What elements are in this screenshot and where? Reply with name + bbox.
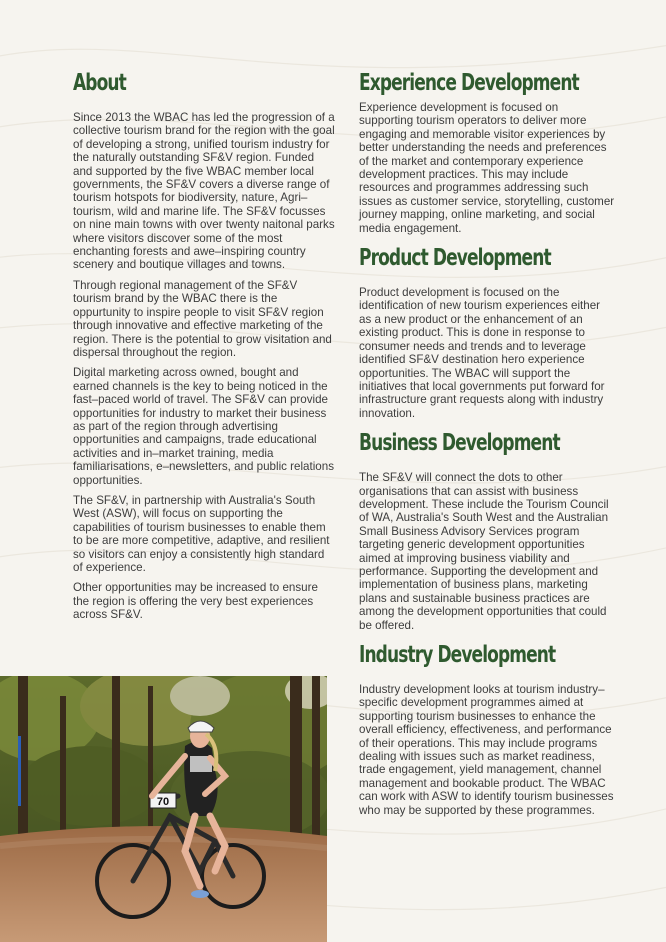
product-body: Product development is focused on the identification of new tourism experiences either as a new product or the enhancement of an existing product. This is done in response to consumer needs and trends and to leverage identified SF&V destination hero experience opportunities. The WBAC will support the initiatives that local governments put forward for infrastructure grant requests along with industry innovation. [359, 286, 605, 420]
business-heading: Business Development [359, 430, 560, 457]
about-paragraph-2: Through regional management of the SF&V tourism brand by the WBAC there is the oppurtunity to inspire people to visit SF&V region through innovative and effective marketing of the region. There is the potential to grow visitation and dispersal throughout the region. [73, 278, 332, 359]
about-paragraph-4: The SF&V, in partnership with Australia's South West (ASW), will focus on supporting the capabilities of tourism businesses to enable them to be are more competitive, adaptive, and resilient so visitors can enjoy a consistently high standard of experience. [73, 493, 330, 574]
about-paragraph-1: Since 2013 the WBAC has led the progression of a collective tourism brand for the region with the goal of developing a strong, unified tourism industry for the naturally outstanding SF&V region. Funded and supported by the five WBAC member local governments, the SF&V covers a diverse range of tourism hotspots for biodiversity, nature, Agri–tourism, wild and marine life. The SF&V focusses on nine main towns with over twenty naitonal parks where visitors discover some of the most enchanting forests and awe–inspiring country scenery and boutique villages and towns. [73, 111, 335, 272]
industry-section [359, 642, 615, 817]
about-section [73, 70, 335, 622]
experience-body: Experience development is focused on supporting tourism operators to deliver more engaging and memorable visitor experiences by better understanding the needs and preferences of the market and contemporary experience development practices. This may include resources and programmes addressing such issues as customer service, storytelling, customer journey mapping, online marketing, and social media engagement. [359, 101, 615, 235]
product-section [359, 245, 615, 420]
business-body: The SF&V will connect the dots to other organisations that can assist with business development. These include the Tourism Council of WA, Australia's South West and the Australian Small Business Advisory Services program targeting generic development opportunities aimed at improving business viability and performance. Supporting the development and implementation of business plans, marketing plans and sustainable business practices are among the development opportunities that could be offered. [359, 471, 609, 632]
product-heading: Product Development [359, 245, 551, 272]
experience-heading: Experience Development [359, 70, 579, 96]
about-heading: About [73, 70, 126, 96]
experience-section [359, 70, 615, 235]
about-paragraph-5: Other opportunities may be increased to ensure the region is offering the very best experiences across SF&V. [73, 581, 318, 622]
cyclist-photo [0, 676, 327, 942]
business-section [359, 430, 615, 632]
right-column [359, 70, 615, 817]
bib-number: 70 [156, 796, 170, 808]
industry-body: Industry development looks at tourism industry–specific development programmes aimed at supporting tourism businesses to enhance the overall efficiency, effectiveness, and performance of their operations. This may include programs dealing with issues such as market readiness, trade engagement, yield management, channel management and bookable product. The WBAC can work with ASW to identify tourism businesses who may be supported by these programmes. [359, 683, 614, 817]
about-paragraph-3: Digital marketing across owned, bought and earned channels is the key to being noticed in the fast–paced world of travel. The SF&V can provide opportunities for industry to market their business as part of the region through advertising opportunities and campaigns, trade educational activities and in–market training, media familiarisations, e–newsletters, and public relations opportunities. [73, 366, 334, 487]
industry-heading: Industry Development [359, 642, 556, 668]
